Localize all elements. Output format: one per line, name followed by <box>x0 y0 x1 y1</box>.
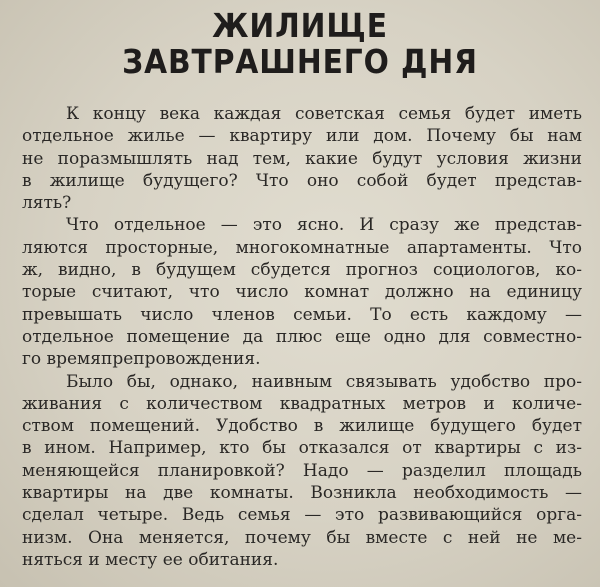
text-line: квартиры на две комнаты. Возникла необходимость — <box>22 483 582 504</box>
text-line: ляются просторные, многокомнатные апартаменты. Что <box>22 237 582 258</box>
text-line: го времяпрепровождения. <box>22 349 261 370</box>
text-line: отдельное жилье — квартиру или дом. Почему бы нам <box>22 126 582 147</box>
text-line: живания с количеством квадратных метров и количе- <box>22 393 582 414</box>
text-line: не поразмышлять над тем, какие будут условия жизни <box>22 148 582 169</box>
text-line: няться и месту ее обитания. <box>22 549 279 570</box>
article-title <box>0 0 600 80</box>
text-line: превышать число членов семьи. То есть каждому — <box>22 304 582 325</box>
paragraph-3 <box>22 371 582 572</box>
text-line: в жилище будущего? Что оно собой будет представ- <box>22 170 582 191</box>
title-line-2: ЗАВТРАШНЕГО ДНЯ <box>122 42 478 81</box>
text-line: ж, видно, в будущем сбудется прогноз социологов, ко- <box>22 260 582 281</box>
text-line: ством помещений. Удобство в жилище будущего будет <box>22 416 582 437</box>
text-line: низм. Она меняется, почему бы вместе с ней не ме- <box>22 527 582 548</box>
text-line: лять? <box>22 193 72 214</box>
text-line: торые считают, что число комнат должно на единицу <box>22 282 582 303</box>
article-body <box>22 103 582 571</box>
text-line: К концу века каждая советская семья будет иметь <box>66 104 582 124</box>
text-line: меняющейся планировкой? Надо — разделил площадь <box>22 460 582 481</box>
text-line: в ином. Например, кто бы отказался от квартиры с из- <box>22 438 582 459</box>
text-line: сделал четыре. Ведь семья — это развивающийся орга- <box>22 505 582 526</box>
title-line-1: ЖИЛИЩЕ <box>212 6 388 45</box>
text-line: Было бы, однако, наивным связывать удобство про- <box>66 371 582 392</box>
text-line: Что отдельное — это ясно. И сразу же представ- <box>66 215 582 236</box>
paragraph-2 <box>22 214 582 370</box>
paragraph-1 <box>22 103 582 214</box>
text-line: отдельное помещение да плюс еще одно для совместно- <box>22 326 582 347</box>
